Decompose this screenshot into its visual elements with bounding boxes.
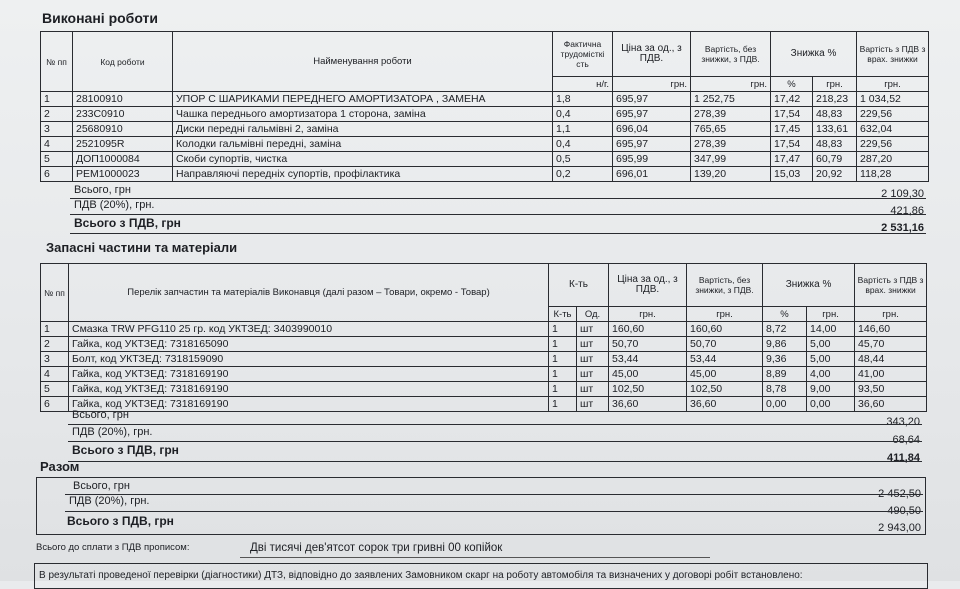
row-disc: 48,83: [813, 107, 857, 122]
row-qty: 1: [549, 397, 577, 412]
row-price: 696,01: [613, 167, 691, 182]
amount-in-words-label: Всього до сплати з ПДВ прописом:: [36, 542, 190, 553]
summary-sum-value: 2 452,50: [878, 488, 921, 500]
row-total: 41,00: [855, 367, 927, 382]
parts-vat-value: 68,64: [892, 434, 920, 446]
row-num: 5: [41, 152, 73, 167]
row-name: Смазка TRW PFG110 25 гр. код УКТЗЕД: 3403990010: [69, 322, 549, 337]
table-row: [41, 367, 927, 382]
parts-section-title: Запасні частини та матеріали: [46, 240, 238, 255]
row-disc: 5,00: [807, 352, 855, 367]
row-cost: 139,20: [691, 167, 771, 182]
footer-note: В результаті проведеної перевірки (діагностики) ДТЗ, відповідно до заявлених Замовником скарг на роботу автомобіля та визначених у договорі робіт встановлено:: [39, 570, 803, 581]
row-total: 229,56: [857, 107, 929, 122]
col-header-num: № пп: [41, 32, 73, 92]
table-row: [41, 382, 927, 397]
row-total: 632,04: [857, 122, 929, 137]
table-row: [41, 152, 929, 167]
works-vat-label: ПДВ (20%), грн.: [74, 199, 155, 211]
works-grand-value: 2 531,16: [881, 222, 924, 234]
unit-price: грн.: [613, 77, 691, 92]
col-header-name: Найменування роботи: [173, 32, 553, 92]
row-cost: 50,70: [687, 337, 763, 352]
row-pct: 9,86: [763, 337, 807, 352]
col-header-cost: Вартість, без знижки, з ПДВ.: [687, 264, 763, 307]
row-num: 5: [41, 382, 69, 397]
row-pct: 17,54: [771, 137, 813, 152]
row-name: Диски передні гальмівні 2, заміна: [173, 122, 553, 137]
table-row: [41, 352, 927, 367]
row-price: 102,50: [609, 382, 687, 397]
row-disc: 5,00: [807, 337, 855, 352]
row-num: 6: [41, 167, 73, 182]
row-name: Болт, код УКТЗЕД: 7318159090: [69, 352, 549, 367]
unit-pct: %: [763, 307, 807, 322]
row-qty: 1: [549, 367, 577, 382]
row-pct: 9,36: [763, 352, 807, 367]
row-hours: 0,2: [553, 167, 613, 182]
row-pct: 17,47: [771, 152, 813, 167]
summary-box: [36, 477, 926, 535]
row-cost: 278,39: [691, 107, 771, 122]
row-disc: 0,00: [807, 397, 855, 412]
row-num: 4: [41, 367, 69, 382]
works-sum-value: 2 109,30: [881, 188, 924, 200]
parts-sum-value: 343,20: [886, 416, 920, 428]
row-disc: 4,00: [807, 367, 855, 382]
row-pct: 0,00: [763, 397, 807, 412]
parts-vat-label: ПДВ (20%), грн.: [72, 426, 153, 438]
works-sum-label: Всього, грн: [74, 184, 131, 196]
table-row: [41, 137, 929, 152]
col-header-hours: Фактична трудомісткі сть: [553, 32, 613, 77]
row-price: 696,04: [613, 122, 691, 137]
unit-total: грн.: [857, 77, 929, 92]
summary-vat-label: ПДВ (20%), грн.: [69, 495, 150, 507]
row-name: Колодки гальмівні передні, заміна: [173, 137, 553, 152]
works-vat-value: 421,86: [890, 205, 924, 217]
row-total: 36,60: [855, 397, 927, 412]
unit-disc: грн.: [813, 77, 857, 92]
row-name: УПОР С ШАРИКАМИ ПЕРЕДНЕГО АМОРТИЗАТОРА , ЗАМЕНА: [173, 92, 553, 107]
row-unit: шт: [577, 382, 609, 397]
unit-hours: н/г.: [553, 77, 613, 92]
footer-note-box: [34, 563, 928, 589]
col-header-discount: Знижка %: [771, 32, 857, 77]
row-pct: 8,72: [763, 322, 807, 337]
amount-in-words-value: Дві тисячі дев'ятсот сорок три гривні 00 копійок: [250, 542, 503, 554]
row-hours: 0,5: [553, 152, 613, 167]
row-num: 2: [41, 107, 73, 122]
row-disc: 48,83: [813, 137, 857, 152]
col-header-total: Вартість з ПДВ з врах. знижки: [855, 264, 927, 307]
row-qty: 1: [549, 322, 577, 337]
row-num: 2: [41, 337, 69, 352]
row-qty: 1: [549, 352, 577, 367]
row-name: Гайка, код УКТЗЕД: 7318169190: [69, 397, 549, 412]
works-section-title: Виконані роботи: [42, 10, 158, 26]
works-table: [40, 31, 929, 182]
row-pct: 17,45: [771, 122, 813, 137]
table-row: [41, 92, 929, 107]
row-num: 3: [41, 122, 73, 137]
row-cost: 102,50: [687, 382, 763, 397]
unit-total: грн.: [855, 307, 927, 322]
row-num: 3: [41, 352, 69, 367]
col-header-price: Ціна за од., з ПДВ.: [609, 264, 687, 307]
unit-unit: Од.: [577, 307, 609, 322]
table-row: [41, 122, 929, 137]
row-total: 146,60: [855, 322, 927, 337]
row-disc: 60,79: [813, 152, 857, 167]
table-row: [41, 322, 927, 337]
row-pct: 8,89: [763, 367, 807, 382]
row-code: 28100910: [73, 92, 173, 107]
row-cost: 1 252,75: [691, 92, 771, 107]
row-price: 695,97: [613, 92, 691, 107]
row-cost: 160,60: [687, 322, 763, 337]
row-qty: 1: [549, 382, 577, 397]
row-price: 695,99: [613, 152, 691, 167]
col-header-code: Код роботи: [73, 32, 173, 92]
parts-table: [40, 263, 927, 412]
row-name: Гайка, код УКТЗЕД: 7318169190: [69, 367, 549, 382]
row-num: 4: [41, 137, 73, 152]
row-price: 50,70: [609, 337, 687, 352]
row-price: 45,00: [609, 367, 687, 382]
row-name: Гайка, код УКТЗЕД: 7318165090: [69, 337, 549, 352]
row-total: 48,44: [855, 352, 927, 367]
row-hours: 1,8: [553, 92, 613, 107]
unit-cost: грн.: [687, 307, 763, 322]
row-cost: 347,99: [691, 152, 771, 167]
summary-title: Разом: [40, 459, 80, 474]
col-header-qty: К-ть: [549, 264, 609, 307]
col-header-cost: Вартість, без знижки, з ПДВ.: [691, 32, 771, 77]
row-price: 36,60: [609, 397, 687, 412]
row-cost: 278,39: [691, 137, 771, 152]
row-disc: 9,00: [807, 382, 855, 397]
summary-grand-label: Всього з ПДВ, грн: [67, 514, 174, 528]
row-num: 1: [41, 322, 69, 337]
row-cost: 36,60: [687, 397, 763, 412]
row-cost: 765,65: [691, 122, 771, 137]
row-total: 1 034,52: [857, 92, 929, 107]
row-pct: 15,03: [771, 167, 813, 182]
row-total: 93,50: [855, 382, 927, 397]
row-name: Направляючі передніх супортів, профілактика: [173, 167, 553, 182]
summary-vat-value: 490,50: [887, 505, 921, 517]
parts-grand-label: Всього з ПДВ, грн: [72, 443, 179, 457]
row-unit: шт: [577, 337, 609, 352]
row-unit: шт: [577, 352, 609, 367]
col-header-discount: Знижка %: [763, 264, 855, 307]
row-code: ДОП1000084: [73, 152, 173, 167]
table-row: [41, 107, 929, 122]
row-disc: 133,61: [813, 122, 857, 137]
row-unit: шт: [577, 397, 609, 412]
row-num: 1: [41, 92, 73, 107]
row-unit: шт: [577, 322, 609, 337]
table-row: [41, 167, 929, 182]
row-name: Гайка, код УКТЗЕД: 7318169190: [69, 382, 549, 397]
unit-cost: грн.: [691, 77, 771, 92]
row-code: 25680910: [73, 122, 173, 137]
row-total: 229,56: [857, 137, 929, 152]
table-row: [41, 337, 927, 352]
row-code: РЕМ1000023: [73, 167, 173, 182]
col-header-name: Перелік запчастин та матеріалів Виконавця (далі разом – Товари, окремо - Товар): [69, 264, 549, 322]
row-unit: шт: [577, 367, 609, 382]
row-name: Чашка переднього амортизатора 1 сторона, заміна: [173, 107, 553, 122]
row-qty: 1: [549, 337, 577, 352]
works-grand-label: Всього з ПДВ, грн: [74, 216, 181, 230]
unit-price: грн.: [609, 307, 687, 322]
table-row: [41, 397, 927, 412]
row-hours: 0,4: [553, 137, 613, 152]
row-total: 287,20: [857, 152, 929, 167]
row-disc: 20,92: [813, 167, 857, 182]
row-total: 118,28: [857, 167, 929, 182]
row-pct: 17,42: [771, 92, 813, 107]
row-name: Скоби супортів, чистка: [173, 152, 553, 167]
row-price: 695,97: [613, 137, 691, 152]
row-hours: 1,1: [553, 122, 613, 137]
row-price: 695,97: [613, 107, 691, 122]
summary-grand-value: 2 943,00: [878, 522, 921, 534]
row-cost: 53,44: [687, 352, 763, 367]
col-header-num: № пп: [41, 264, 69, 322]
row-price: 53,44: [609, 352, 687, 367]
row-hours: 0,4: [553, 107, 613, 122]
row-code: 233C0910: [73, 107, 173, 122]
parts-sum-label: Всього, грн: [72, 409, 129, 421]
summary-sum-label: Всього, грн: [73, 480, 130, 492]
row-pct: 8,78: [763, 382, 807, 397]
row-pct: 17,54: [771, 107, 813, 122]
unit-qty: К-ть: [549, 307, 577, 322]
row-num: 6: [41, 397, 69, 412]
row-code: 2521095R: [73, 137, 173, 152]
row-price: 160,60: [609, 322, 687, 337]
col-header-total: Вартість з ПДВ з врах. знижки: [857, 32, 929, 77]
unit-pct: %: [771, 77, 813, 92]
parts-grand-value: 411,84: [886, 452, 920, 464]
unit-disc: грн.: [807, 307, 855, 322]
row-total: 45,70: [855, 337, 927, 352]
row-disc: 14,00: [807, 322, 855, 337]
col-header-price: Ціна за од., з ПДВ.: [613, 32, 691, 77]
row-disc: 218,23: [813, 92, 857, 107]
row-cost: 45,00: [687, 367, 763, 382]
